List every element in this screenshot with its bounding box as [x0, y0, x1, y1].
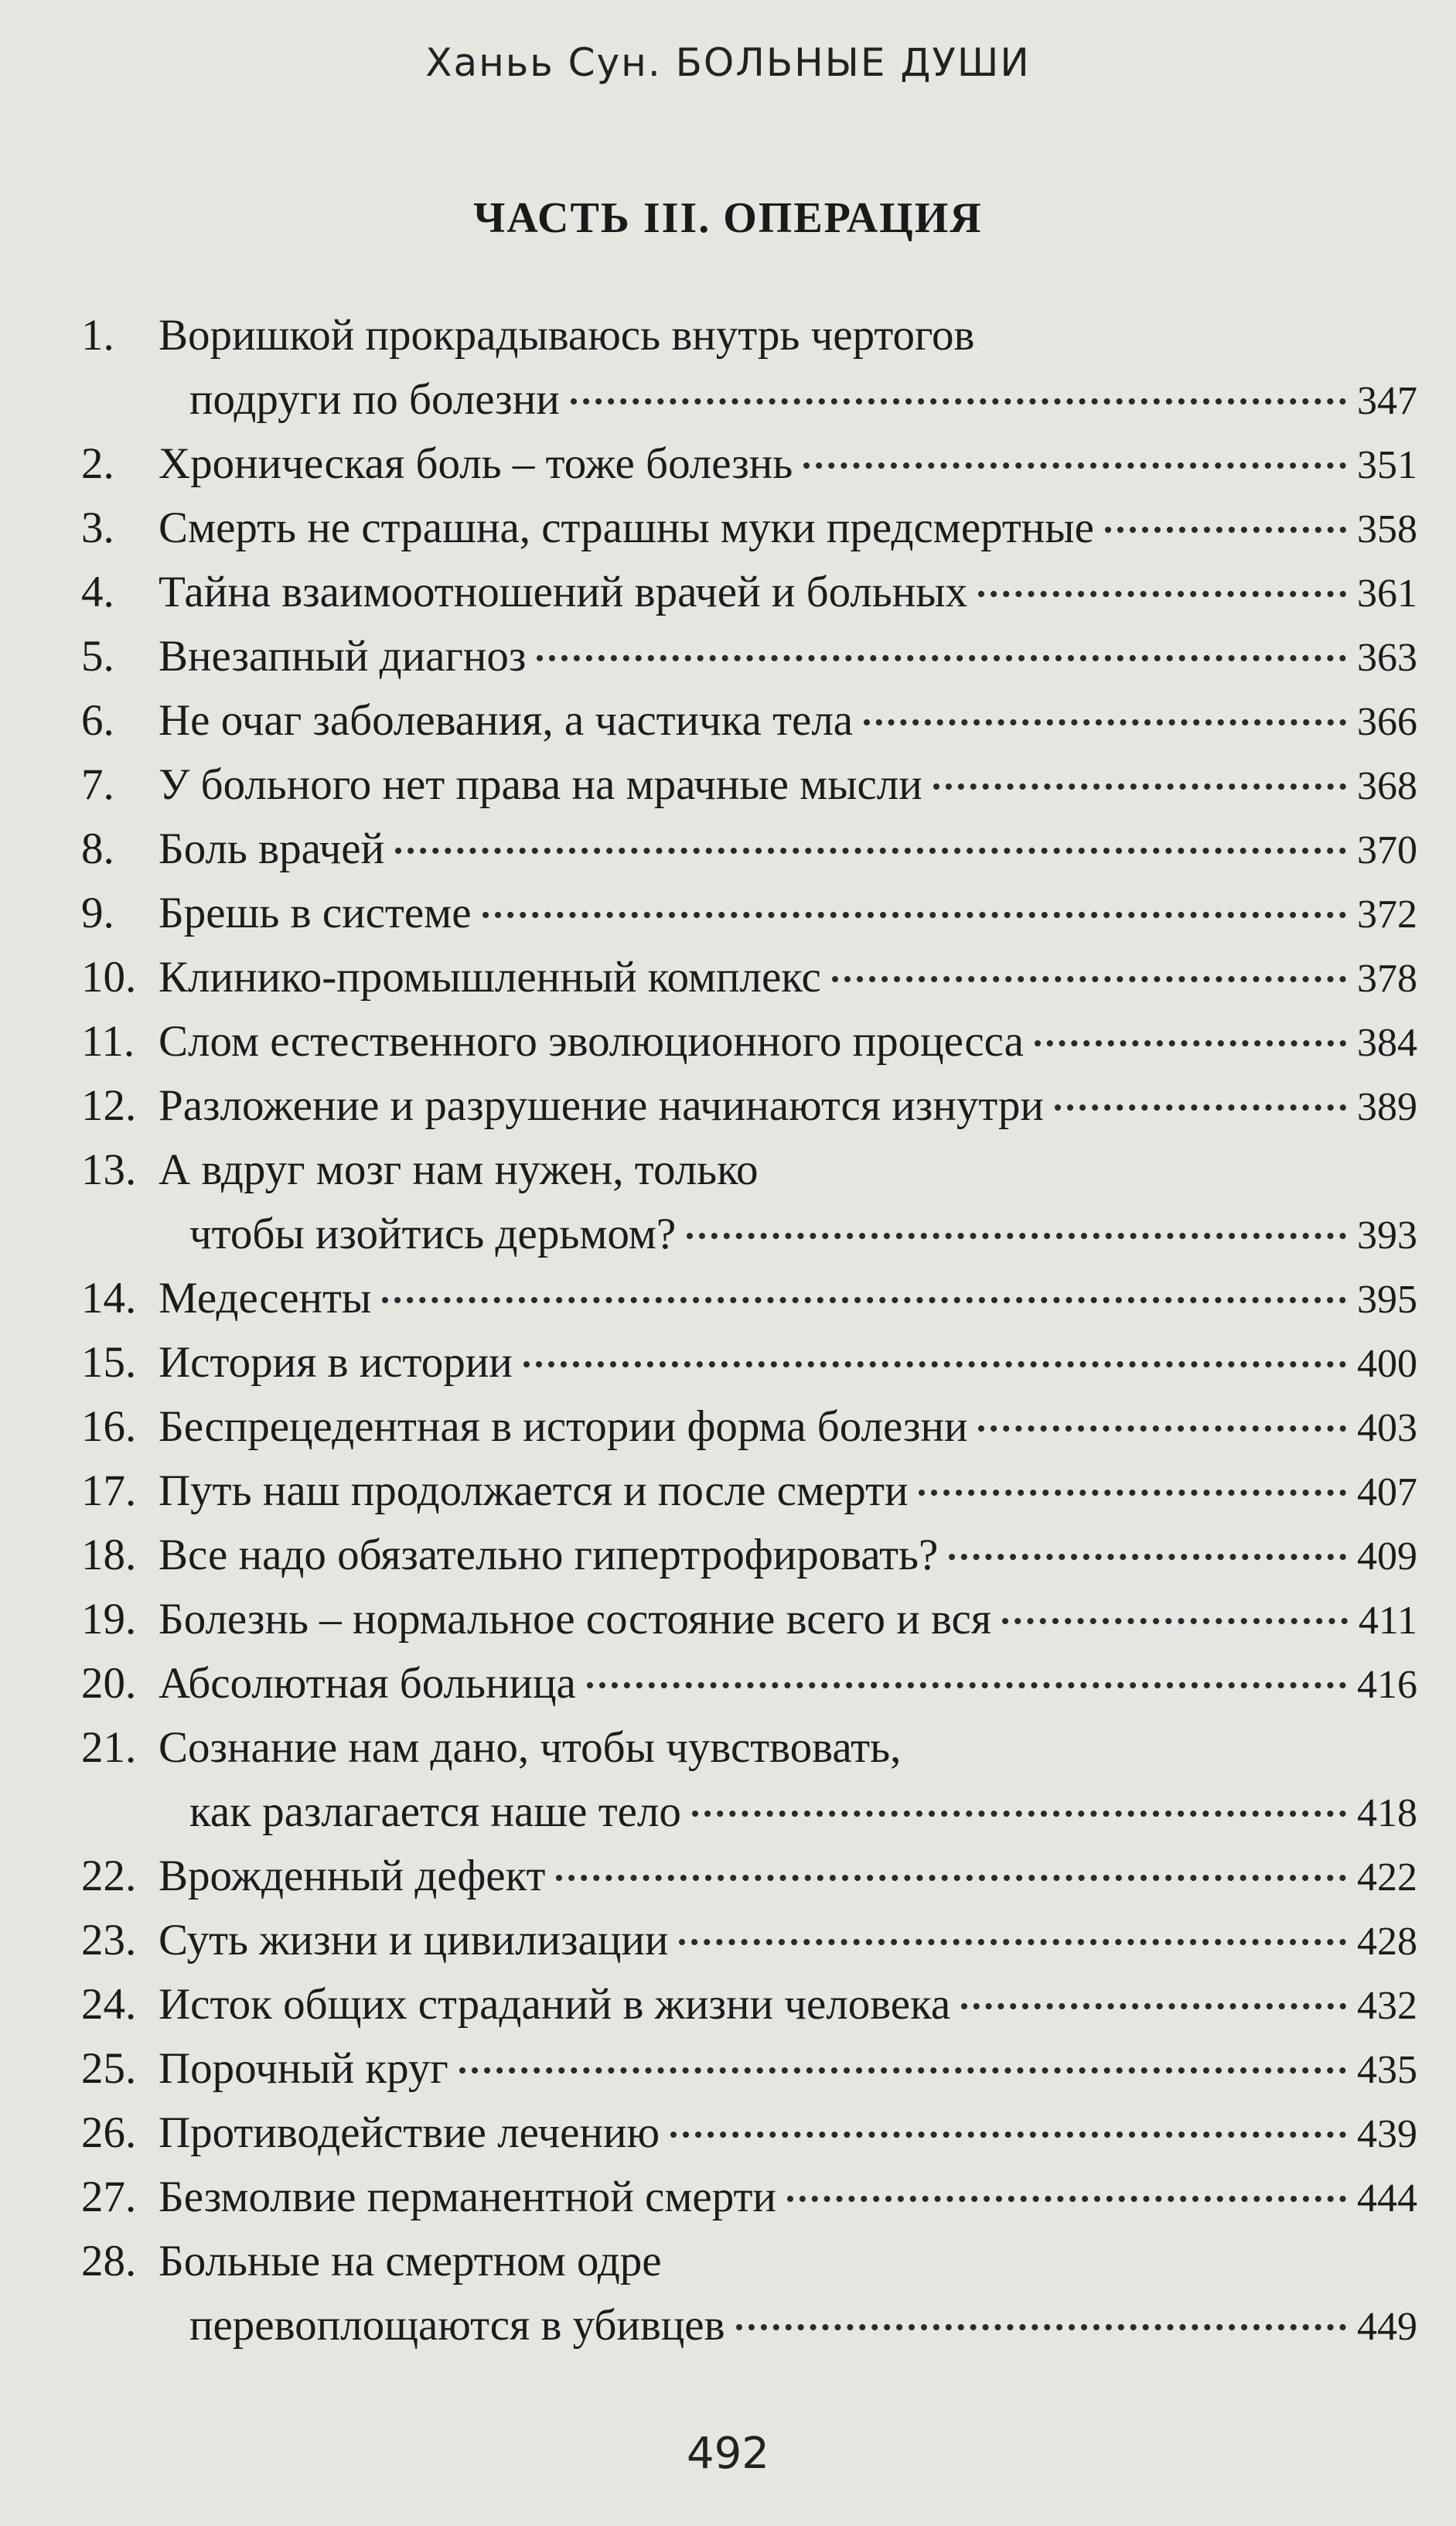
toc-entry — [81, 1651, 1417, 1715]
dot-leader — [571, 398, 1346, 405]
dot-leader — [864, 719, 1346, 725]
entry-page-number: 422 — [1357, 1855, 1417, 1900]
dot-leader — [787, 2196, 1346, 2202]
toc-entry — [81, 1394, 1417, 1459]
entry-number: 13. — [81, 1145, 137, 1194]
entry-title: Противодействие лечению — [159, 2108, 660, 2157]
toc-entry — [81, 432, 1417, 496]
entry-number: 5. — [81, 632, 114, 681]
entry-title: как разлагается наше тело — [189, 1787, 681, 1836]
entry-number: 6. — [81, 696, 114, 745]
entry-number: 19. — [81, 1595, 137, 1644]
toc-entry — [81, 1908, 1417, 1972]
toc-entry — [81, 2101, 1417, 2165]
toc-entry-line — [81, 1138, 1417, 1202]
entry-page-number: 370 — [1357, 828, 1417, 872]
entry-page-number: 393 — [1357, 1214, 1417, 1258]
toc-entry — [81, 1459, 1417, 1523]
toc-entry-line — [81, 753, 1417, 817]
dot-leader — [736, 2324, 1346, 2330]
entry-number: 1. — [81, 311, 114, 360]
entry-title: Суть жизни и цивилизации — [159, 1916, 669, 1964]
running-head: Ханьь Сун. БОЛЬНЫЕ ДУШИ — [425, 40, 1031, 85]
toc-entry-line — [81, 2165, 1417, 2229]
entry-page-number: 444 — [1357, 2176, 1417, 2220]
toc-entry — [81, 560, 1417, 624]
entry-page-number: 449 — [1357, 2305, 1417, 2349]
entry-title: Разложение и разрушение начинаются изнутри — [159, 1081, 1044, 1130]
entry-number: 12. — [81, 1081, 137, 1130]
dot-leader — [1055, 1104, 1346, 1111]
entry-title: перевоплощаются в убивцев — [189, 2301, 725, 2350]
entry-page-number: 368 — [1357, 764, 1417, 808]
entry-title: Врожденный дефект — [159, 1852, 546, 1900]
entry-title: Воришкой прокрадываюсь внутрь чертогов — [159, 311, 975, 360]
toc-entry-line — [81, 688, 1417, 753]
entry-title: Болезнь – нормальное состояние всего и вся — [159, 1595, 992, 1644]
entry-number: 2. — [81, 439, 114, 488]
toc-entry — [81, 688, 1417, 753]
dot-leader — [459, 2067, 1346, 2074]
entry-title: Тайна взаимоотношений врачей и больных — [159, 568, 968, 616]
toc-entry-line — [81, 1074, 1417, 1138]
entry-number: 11. — [81, 1017, 135, 1066]
entry-number: 3. — [81, 503, 114, 552]
entry-title: Брешь в системе — [159, 889, 472, 937]
dot-leader — [382, 1297, 1346, 1303]
toc-entry — [81, 1972, 1417, 2036]
toc-entry-line — [81, 1394, 1417, 1459]
entry-page-number: 372 — [1357, 893, 1417, 937]
toc-entry — [81, 496, 1417, 560]
entry-number: 16. — [81, 1402, 137, 1451]
entry-number: 28. — [81, 2237, 137, 2285]
dot-leader — [482, 912, 1346, 918]
dot-leader — [919, 1490, 1346, 1496]
toc-entry-line — [81, 1266, 1417, 1330]
entry-title: Путь наш продолжается и после смерти — [159, 1466, 909, 1515]
entry-title: Безмолвие перманентной смерти — [159, 2173, 776, 2221]
entry-number: 7. — [81, 760, 114, 809]
toc-entry-line — [81, 1780, 1417, 1844]
entry-title: чтобы изойтись дерьмом? — [189, 1210, 677, 1258]
entry-number: 4. — [81, 568, 114, 616]
toc-entry-line — [81, 1972, 1417, 2036]
entry-number: 20. — [81, 1659, 137, 1708]
dot-leader — [537, 655, 1346, 661]
dot-leader — [587, 1682, 1346, 1688]
toc-entry-line — [81, 2036, 1417, 2101]
toc-entry — [81, 945, 1417, 1009]
entry-number: 23. — [81, 1916, 137, 1964]
dot-leader — [556, 1875, 1346, 1881]
toc-entry-line — [81, 432, 1417, 496]
toc-entry-line — [81, 1651, 1417, 1715]
toc-entry — [81, 1138, 1417, 1266]
toc-entry-line — [81, 2293, 1417, 2357]
entry-title: А вдруг мозг нам нужен, только — [159, 1145, 759, 1194]
toc-entry-line — [81, 1009, 1417, 1074]
toc-entry — [81, 2229, 1417, 2357]
entry-title: Не очаг заболевания, а частичка тела — [159, 696, 854, 745]
toc-entry-line — [81, 1523, 1417, 1587]
toc-entry-line — [81, 1330, 1417, 1394]
dot-leader — [949, 1554, 1346, 1560]
entry-page-number: 411 — [1358, 1599, 1417, 1643]
dot-leader — [687, 1233, 1346, 1239]
entry-page-number: 409 — [1357, 1534, 1417, 1579]
toc-entry-line — [81, 1908, 1417, 1972]
toc-entry — [81, 817, 1417, 881]
toc-entry-line — [81, 2101, 1417, 2165]
toc-entry — [81, 881, 1417, 945]
entry-page-number: 358 — [1357, 507, 1417, 551]
entry-title: Сознание нам дано, чтобы чувствовать, — [159, 1723, 902, 1772]
toc-entry — [81, 2036, 1417, 2101]
entry-title: Больные на смертном одре — [159, 2237, 662, 2285]
toc-entry-line — [81, 881, 1417, 945]
part-title: ЧАСТЬ III. ОПЕРАЦИЯ — [473, 194, 983, 242]
entry-page-number: 389 — [1357, 1085, 1417, 1129]
entry-title: Хроническая боль – тоже болезнь — [159, 439, 793, 488]
toc-entry-line — [81, 1202, 1417, 1266]
entry-page-number: 400 — [1357, 1342, 1417, 1386]
entry-page-number: 366 — [1357, 700, 1417, 744]
entry-page-number: 395 — [1357, 1278, 1417, 1322]
toc-entry-line — [81, 1844, 1417, 1908]
entry-title: Смерть не страшна, страшны муки предсмертные — [159, 503, 1094, 552]
page-number: 492 — [687, 2429, 769, 2479]
toc-entry-line — [81, 945, 1417, 1009]
toc-entry — [81, 1330, 1417, 1394]
entry-number: 26. — [81, 2108, 137, 2157]
toc-entry-line — [81, 303, 1417, 367]
toc-entry-line — [81, 367, 1417, 432]
entry-title: У больного нет права на мрачные мысли — [159, 760, 922, 809]
entry-number: 18. — [81, 1531, 137, 1579]
dot-leader — [679, 1939, 1346, 1945]
entry-page-number: 416 — [1357, 1663, 1417, 1707]
entry-number: 22. — [81, 1852, 137, 1900]
dot-leader — [832, 976, 1346, 982]
entry-page-number: 418 — [1357, 1791, 1417, 1835]
dot-leader — [1105, 527, 1346, 533]
dot-leader — [1002, 1618, 1348, 1624]
dot-leader — [961, 2003, 1346, 2009]
entry-title: Клинико-промышленный комплекс — [159, 953, 821, 1002]
dot-leader — [978, 591, 1346, 597]
toc-entry-line — [81, 817, 1417, 881]
dot-leader — [523, 1361, 1346, 1367]
entry-number: 27. — [81, 2173, 137, 2221]
entry-title: Исток общих страданий в жизни человека — [159, 1980, 951, 2029]
toc-entry — [81, 2165, 1417, 2229]
entry-number: 21. — [81, 1723, 137, 1772]
toc-entry-line — [81, 496, 1417, 560]
entry-title: Абсолютная больница — [159, 1659, 576, 1708]
entry-number: 14. — [81, 1274, 137, 1323]
entry-title: Внезапный диагноз — [159, 632, 527, 681]
entry-page-number: 439 — [1357, 2112, 1417, 2156]
entry-page-number: 407 — [1357, 1470, 1417, 1514]
entry-number: 17. — [81, 1466, 137, 1515]
entry-title: Медесенты — [159, 1274, 372, 1323]
entry-page-number: 403 — [1357, 1406, 1417, 1450]
entry-number: 25. — [81, 2044, 137, 2093]
entry-page-number: 361 — [1357, 572, 1417, 616]
toc-entry — [81, 753, 1417, 817]
entry-number: 10. — [81, 953, 137, 1002]
entry-page-number: 428 — [1357, 1920, 1417, 1964]
toc-entry — [81, 1266, 1417, 1330]
toc-entry — [81, 1587, 1417, 1651]
dot-leader — [670, 2132, 1346, 2138]
dot-leader — [1035, 1040, 1346, 1046]
toc-entry — [81, 1523, 1417, 1587]
toc-entry-line — [81, 1459, 1417, 1523]
table-of-contents — [81, 303, 1417, 2357]
entry-number: 24. — [81, 1980, 137, 2029]
entry-page-number: 384 — [1357, 1021, 1417, 1065]
toc-entry — [81, 1009, 1417, 1074]
dot-leader — [933, 783, 1346, 790]
entry-page-number: 435 — [1357, 2048, 1417, 2092]
toc-entry — [81, 303, 1417, 432]
toc-entry — [81, 1074, 1417, 1138]
toc-entry-line — [81, 1715, 1417, 1780]
entry-title: Боль врачей — [159, 824, 385, 873]
entry-title: История в истории — [159, 1338, 513, 1387]
entry-number: 8. — [81, 824, 114, 873]
toc-entry-line — [81, 2229, 1417, 2293]
entry-title: Беспрецедентная в истории форма болезни — [159, 1402, 968, 1451]
entry-page-number: 378 — [1357, 957, 1417, 1001]
toc-entry — [81, 1715, 1417, 1844]
entry-title: Все надо обязательно гипертрофировать? — [159, 1531, 939, 1579]
toc-entry — [81, 624, 1417, 688]
entry-page-number: 351 — [1357, 443, 1417, 487]
entry-page-number: 432 — [1357, 1984, 1417, 2028]
toc-entry-line — [81, 560, 1417, 624]
dot-leader — [692, 1811, 1346, 1817]
entry-number: 15. — [81, 1338, 137, 1387]
entry-title: Порочный круг — [159, 2044, 448, 2093]
dot-leader — [803, 463, 1346, 469]
toc-entry-line — [81, 624, 1417, 688]
toc-entry-line — [81, 1587, 1417, 1651]
entry-title: Слом естественного эволюционного процесса — [159, 1017, 1024, 1066]
entry-page-number: 347 — [1357, 379, 1417, 423]
entry-number: 9. — [81, 889, 114, 937]
entry-page-number: 363 — [1357, 636, 1417, 680]
entry-title: подруги по болезни — [189, 375, 560, 424]
dot-leader — [978, 1425, 1346, 1432]
toc-entry — [81, 1844, 1417, 1908]
dot-leader — [395, 848, 1346, 854]
